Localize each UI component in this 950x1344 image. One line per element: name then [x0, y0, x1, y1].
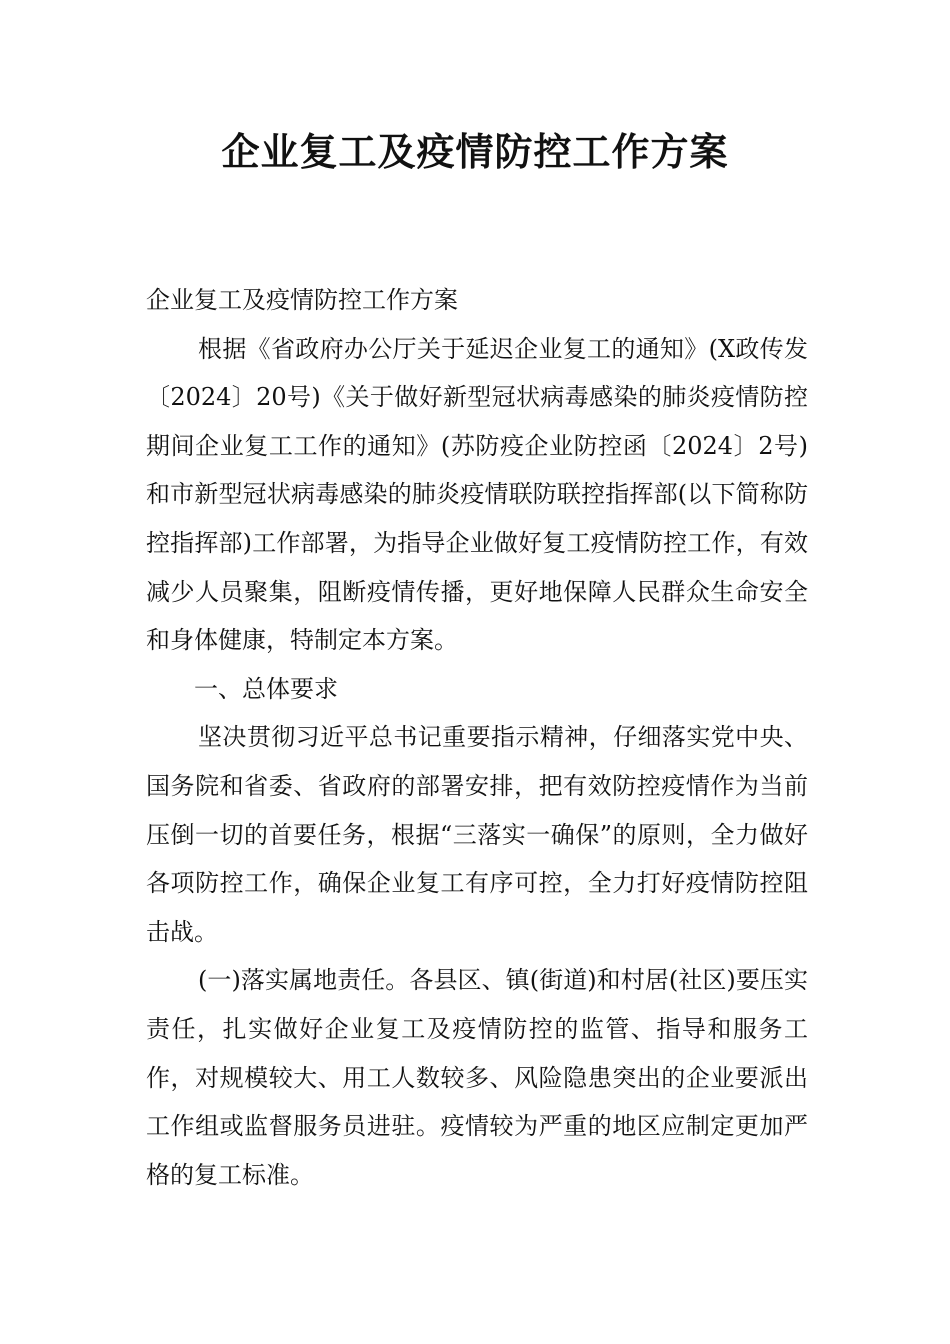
- document-subtitle: 企业复工及疫情防控工作方案: [146, 286, 458, 314]
- section-heading-general-requirements: 一、总体要求: [194, 674, 338, 703]
- document-body: [146, 276, 808, 1199]
- paragraph-territorial-responsibility: (一)落实属地责任。各县区、镇(街道)和村居(社区)要压实责任，扎实做好企业复工及疫情防控的监管、指导和服务工作，对规模较大、用工人数较多、风险隐患突出的企业要派出工作组或监督服务员进驻。疫情较为严重的地区应制定更加严格的复工标准。: [146, 966, 808, 1189]
- paragraph-general-requirements: 坚决贯彻习近平总书记重要指示精神，仔细落实党中央、国务院和省委、省政府的部署安排，把有效防控疫情作为当前压倒一切的首要任务，根据“三落实一确保”的原则，全力做好各项防控工作，确保企业复工有序可控，全力打好疫情防控阻击战。: [146, 723, 808, 946]
- document-title: 企业复工及疫情防控工作方案: [221, 130, 729, 174]
- paragraph-basis: 根据《省政府办公厅关于延迟企业复工的通知》(X政传发〔2024〕20号)《关于做好新型冠状病毒感染的肺炎疫情防控期间企业复工工作的通知》(苏防疫企业防控函〔2024〕2号)和市新型冠状病毒感染的肺炎疫情联防联控指挥部(以下简称防控指挥部)工作部署，为指导企业做好复工疫情防控工作，有效减少人员聚集，阻断疫情传播，更好地保障人民群众生命安全和身体健康，特制定本方案。: [146, 334, 808, 655]
